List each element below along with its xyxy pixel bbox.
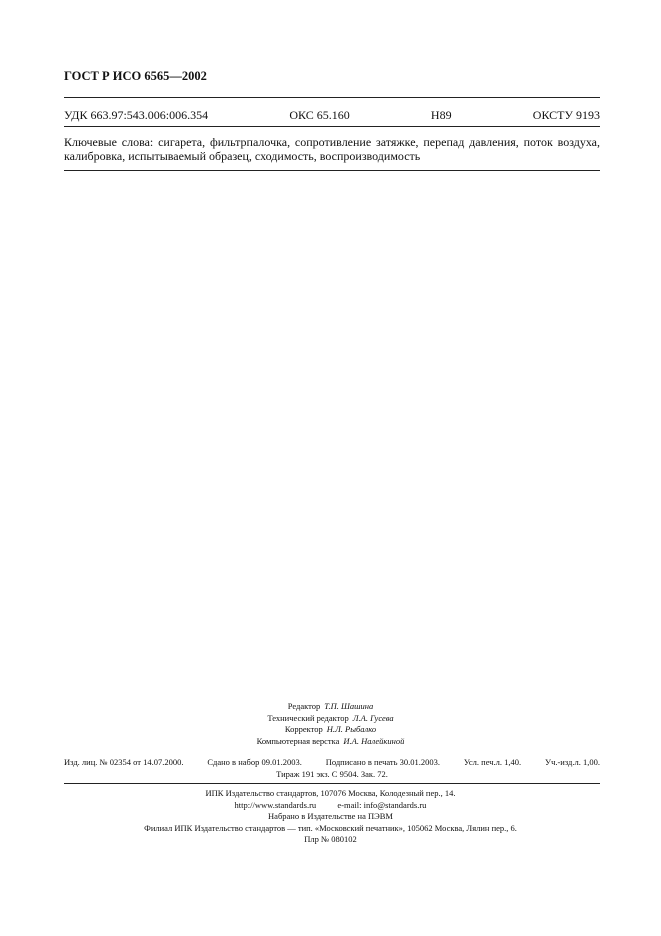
group-code: Н89 <box>430 108 452 122</box>
document-code: ГОСТ Р ИСО 6565—2002 <box>64 69 207 83</box>
license-info: Изд. лиц. № 02354 от 14.07.2000. <box>64 757 184 767</box>
typeset-date: Сдано в набор 09.01.2003. <box>207 757 302 767</box>
printer-license: Плр № 080102 <box>304 834 357 844</box>
publisher-contacts: http://www.standards.ru e-mail: info@standards.ru <box>234 799 427 810</box>
credit-name: Л.А. Гусева <box>352 712 394 723</box>
typeset-note: Набрано в Издательстве на ПЭВМ <box>268 811 393 821</box>
credit-role: Компьютерная верстка <box>256 735 340 746</box>
credits-block <box>0 701 661 747</box>
signed-date: Подписано в печать 30.01.2003. <box>325 757 441 767</box>
credit-name: Н.Л. Рыбалко <box>326 724 377 734</box>
print-run: Тираж 191 экз. С 9504. Зак. 72. <box>276 769 388 779</box>
printer-address: Филиал ИПК Издательство стандартов — тип. «Московский печатник», 105062 Москва, Лялин пер., 6. <box>144 822 517 833</box>
imprint-rule <box>64 783 600 784</box>
top-rule <box>64 97 600 98</box>
credit-line <box>0 736 661 748</box>
udk-code: УДК 663.97:543.006:006.354 <box>64 108 209 122</box>
credit-name: И.А. Налейкиной <box>343 735 405 746</box>
print-sheets: Усл. печ.л. 1,40. <box>463 757 522 767</box>
credit-line <box>0 713 661 725</box>
classification-rule <box>64 126 600 127</box>
imprint-block <box>0 788 661 846</box>
oks-code: ОКС 65.160 <box>289 108 350 122</box>
credit-name: Т.П. Шашина <box>324 701 374 711</box>
credit-role: Корректор <box>284 724 323 734</box>
publication-details <box>64 757 600 767</box>
credit-role: Технический редактор <box>267 712 349 723</box>
publisher-address: ИПК Издательство стандартов, 107076 Москва, Колодезный пер., 14. <box>205 788 456 798</box>
credit-role: Редактор <box>287 701 321 711</box>
keywords: Ключевые слова: сигарета, фильтрпалочка, сопротивление затяжке, перепад давления, поток воздуха, калибровка, испытываемый образец, сходимость, воспроизводимость <box>64 135 600 163</box>
classification-row <box>64 108 600 123</box>
okstu-code: ОКСТУ 9193 <box>532 108 600 122</box>
credit-line <box>0 701 661 713</box>
edition-sheets: Уч.-изд.л. 1,00. <box>545 757 600 767</box>
credit-line <box>0 724 661 736</box>
keywords-rule <box>64 170 600 171</box>
